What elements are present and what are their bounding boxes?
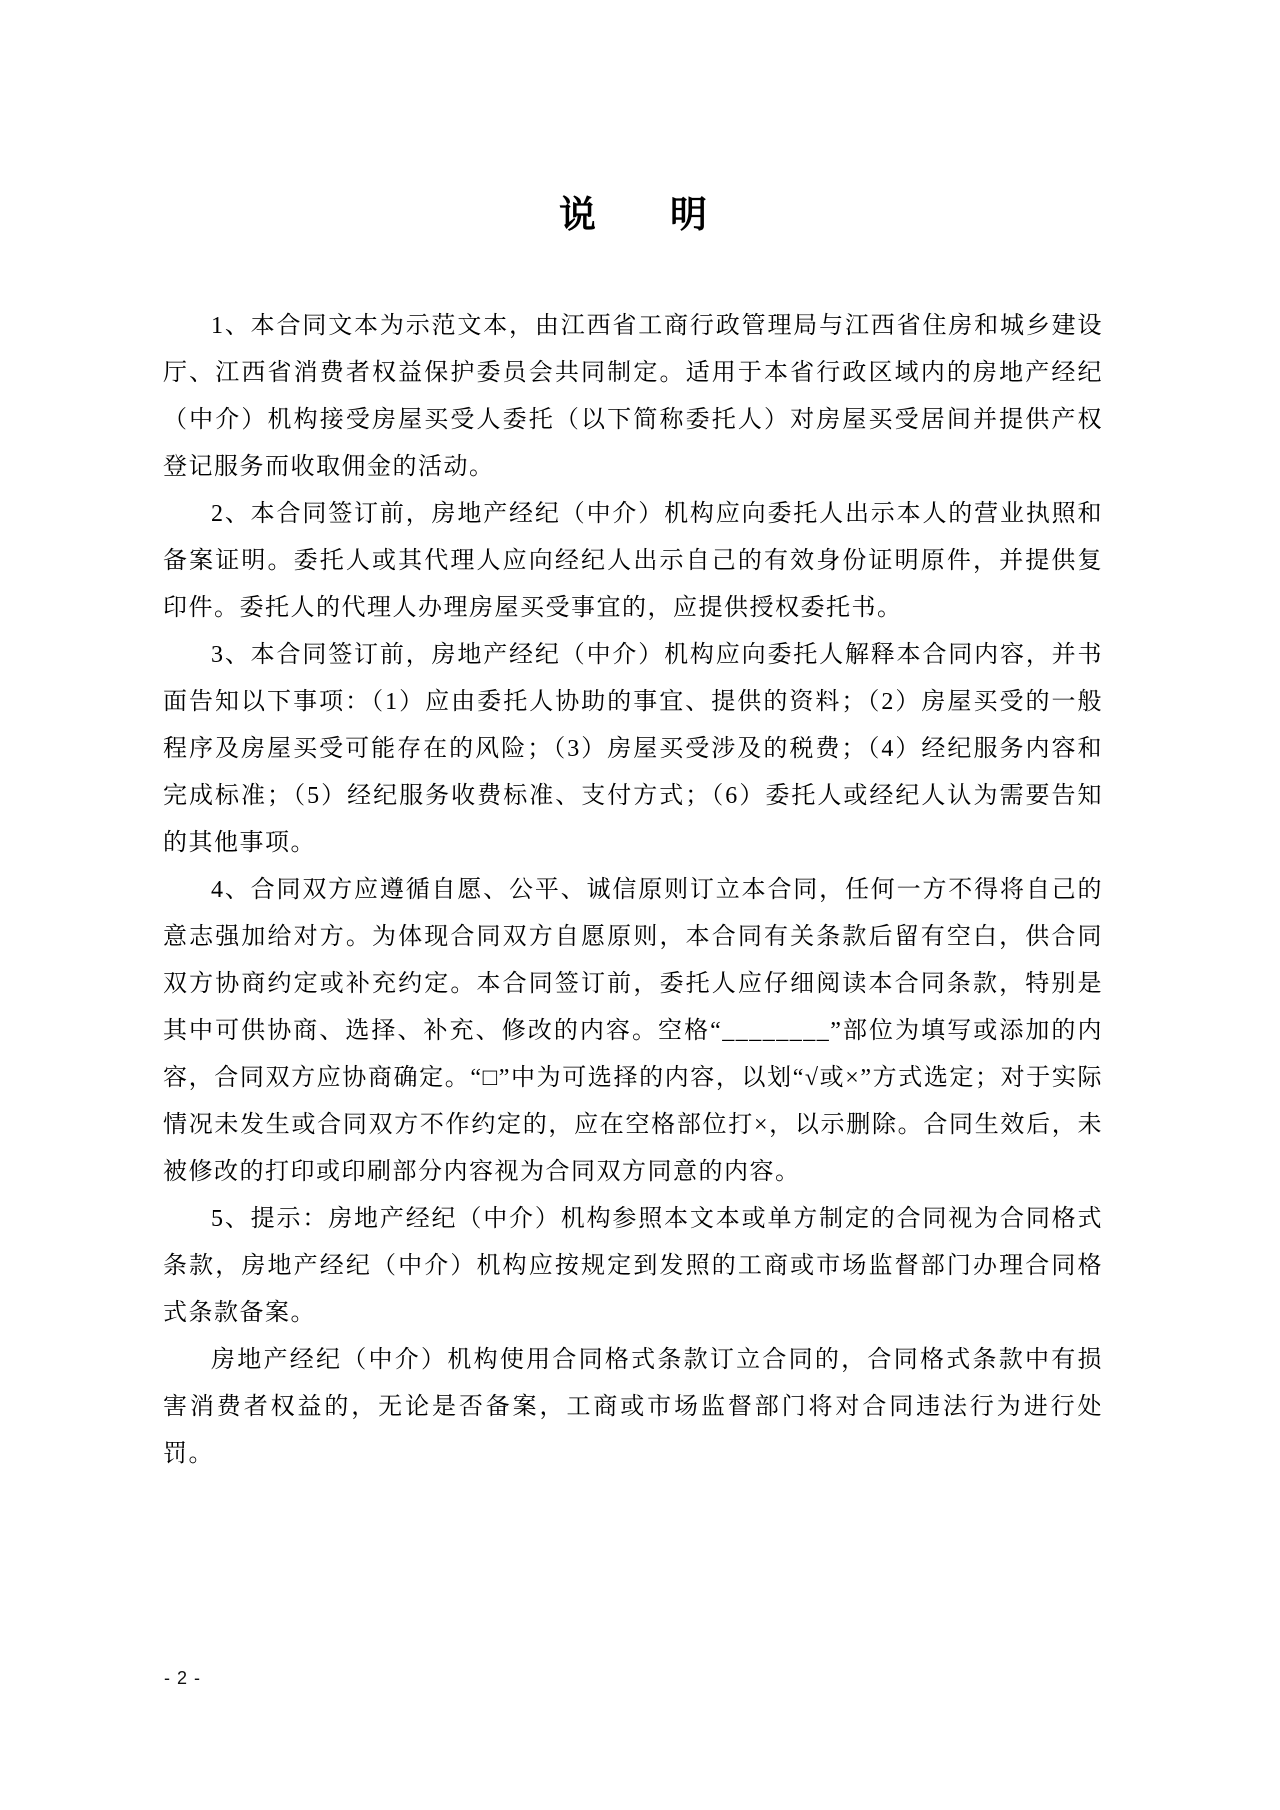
paragraph-5: 5、提示：房地产经纪（中介）机构参照本文本或单方制定的合同视为合同格式条款，房地产经纪（中介）机构应按规定到发照的工商或市场监督部门办理合同格式条款备案。 — [163, 1206, 1103, 1326]
document-title: 说 明 — [559, 195, 707, 236]
paragraph-2: 2、本合同签订前，房地产经纪（中介）机构应向委托人出示本人的营业执照和备案证明。委托人或其代理人应向经纪人出示自己的有效身份证明原件，并提供复印件。委托人的代理人办理房屋买受事宜的，应提供授权委托书。 — [163, 501, 1103, 621]
page-number: - 2 - — [164, 1668, 202, 1688]
paragraph-6: 房地产经纪（中介）机构使用合同格式条款订立合同的，合同格式条款中有损害消费者权益的，无论是否备案，工商或市场监督部门将对合同违法行为进行处罚。 — [163, 1347, 1103, 1467]
paragraph-4: 4、合同双方应遵循自愿、公平、诚信原则订立本合同，任何一方不得将自己的意志强加给对方。为体现合同双方自愿原则，本合同有关条款后留有空白，供合同双方协商约定或补充约定。本合同签订前，委托人应仔细阅读本合同条款，特别是其中可供协商、选择、补充、修改的内容。空格“________”部位为填写或添加的内容，合同双方应协商确定。“□”中为可选择的内容，以划“√或×”方式选定；对于实际情况未发生或合同双方不作约定的，应在空格部位打×，以示删除。合同生效后，未被修改的打印或印刷部分内容视为合同双方同意的内容。 — [163, 877, 1103, 1185]
paragraph-1: 1、本合同文本为示范文本，由江西省工商行政管理局与江西省住房和城乡建设厅、江西省消费者权益保护委员会共同制定。适用于本省行政区域内的房地产经纪（中介）机构接受房屋买受人委托（以下简称委托人）对房屋买受居间并提供产权登记服务而收取佣金的活动。 — [163, 313, 1103, 480]
document-body — [163, 303, 1103, 1478]
paragraph-3: 3、本合同签订前，房地产经纪（中介）机构应向委托人解释本合同内容，并书面告知以下事项：（1）应由委托人协助的事宜、提供的资料；（2）房屋买受的一般程序及房屋买受可能存在的风险；（3）房屋买受涉及的税费；（4）经纪服务内容和完成标准；（5）经纪服务收费标准、支付方式；（6）委托人或经纪人认为需要告知的其他事项。 — [163, 642, 1103, 856]
